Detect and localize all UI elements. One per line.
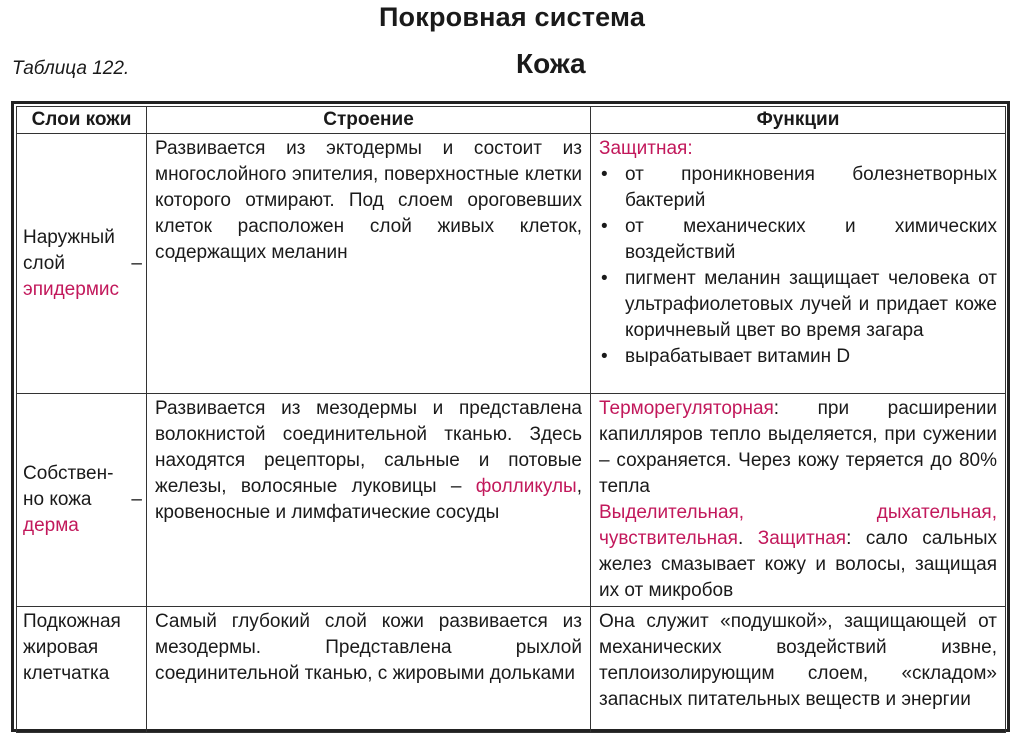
list-item: • вырабатывает витамин D xyxy=(599,344,997,370)
header-layers: Слои кожи xyxy=(17,107,147,134)
page-title: Покровная система xyxy=(378,2,646,32)
layer-name-line: Наружный xyxy=(23,226,115,248)
table-row-dermis xyxy=(17,394,1006,607)
table-header-row xyxy=(17,107,1006,134)
layer-dash: – xyxy=(131,252,142,274)
list-item: • от проникновения болезнетворных бактерий xyxy=(599,162,997,214)
term-follicles: фолликулы xyxy=(475,476,577,497)
list-item: • от механических и химических воздействий xyxy=(599,214,997,266)
layer-cell-epidermis xyxy=(17,134,147,394)
function-text: : сало сальных желез смазывает кожу и волосы, защищая их от микробов xyxy=(599,528,997,601)
layer-name-line: Собствен- xyxy=(23,463,114,484)
functions-cell-subcutaneous: Она служит «подушкой», защищающей от механических воздействий извне, теплоизолирующим слоем, «складом» запасных питательных веществ и энергии xyxy=(591,607,1006,733)
structure-text: , кровеносные и лимфатические сосуды xyxy=(155,476,582,523)
layer-term-epidermis: эпидермис xyxy=(23,278,119,300)
skin-layers-table xyxy=(16,106,1006,733)
layer-name-line xyxy=(23,251,142,277)
layer-name-line xyxy=(23,487,142,513)
function-title-protective: Защитная xyxy=(757,528,847,549)
layer-cell-dermis xyxy=(17,394,147,607)
structure-cell-subcutaneous: Самый глубокий слой кожи развивается из мезодермы. Представлена рыхлой соединительной тканью, с жировыми дольками xyxy=(147,607,591,733)
functions-cell-dermis xyxy=(591,394,1006,607)
table-number-label: Таблица 122. xyxy=(12,58,130,79)
function-title-thermoregulatory: Терморегуляторная xyxy=(599,398,774,419)
function-title-excretory: Выделительная, дыхательная, чувствительная xyxy=(599,502,997,549)
structure-cell-epidermis: Развивается из эктодермы и состоит из многослойного эпителия, поверхностные клетки которого отмирают. Под слоем ороговевших клеток расположен слой живых клеток, содержащих меланин xyxy=(147,134,591,394)
functions-cell-epidermis xyxy=(591,134,1006,394)
header-functions: Функции xyxy=(591,107,1006,134)
layer-name-text: слой xyxy=(23,252,65,274)
header-structure: Строение xyxy=(147,107,591,134)
list-item: • пигмент меланин защищает человека от ультрафиолетовых лучей и придает коже коричневый цвет во время загара xyxy=(599,266,997,344)
table-row-epidermis xyxy=(17,134,1006,394)
function-text: : при расширении капилляров тепло выделяется, при сужении – сохраняется. Через кожу теряется до 80% тепла xyxy=(599,398,997,497)
function-text: . xyxy=(737,528,744,549)
layer-term-dermis: дерма xyxy=(23,515,79,536)
table-row-subcutaneous xyxy=(17,607,1006,733)
function-list xyxy=(599,162,997,370)
page-subtitle: Кожа xyxy=(516,48,586,79)
function-title-protective: Защитная: xyxy=(599,138,693,159)
layer-dash: – xyxy=(131,489,142,510)
layer-cell-subcutaneous: Подкожная жировая клетчатка xyxy=(17,607,147,733)
layer-name-text: но кожа xyxy=(23,489,92,510)
structure-cell-dermis xyxy=(147,394,591,607)
structure-text: Развивается из мезодермы и представлена волокнистой соединительной тканью. Здесь находятся рецепторы, сальные и потовые железы, волосяные луковицы – xyxy=(155,398,582,497)
